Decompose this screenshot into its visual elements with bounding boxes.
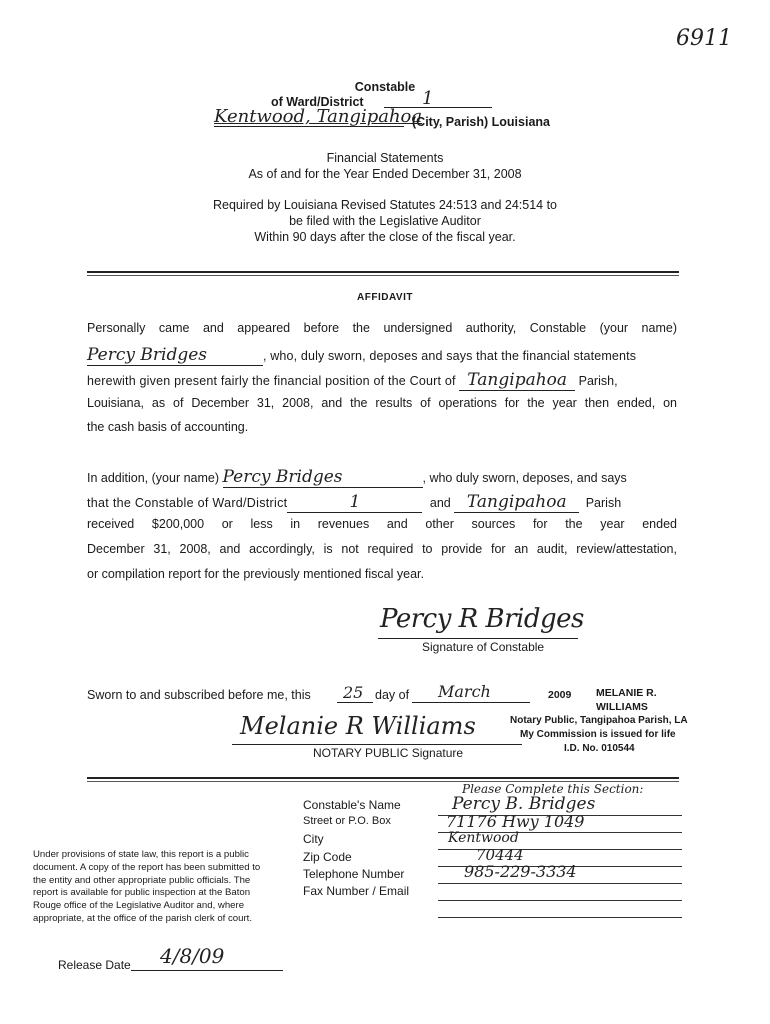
- p2-line1-pre: In addition, (your name): [87, 471, 220, 485]
- p2-name: Percy Bridges: [223, 467, 423, 488]
- p1-line3-pre: herewith given present fairly the financial position of the Court of: [87, 374, 456, 388]
- sworn-day: 25: [343, 683, 364, 702]
- p1-line3-post: Parish,: [578, 374, 618, 388]
- provisions-line: appropriate, at the office of the parish clerk of court.: [33, 912, 253, 924]
- notary-signature-line: [232, 744, 522, 745]
- value-zip: 70444: [476, 846, 524, 864]
- p1-line2-rest: , who, duly sworn, deposes and says that the financial statements: [263, 349, 637, 363]
- statement-line1: Financial Statements: [326, 151, 444, 165]
- fax-line: [438, 900, 682, 901]
- affidavit-p2-line4: December 31, 2008, and accordingly, is not required to provide for an audit, review/attestation,: [87, 542, 677, 556]
- extra-line: [438, 917, 682, 918]
- p2-line2-and: and: [429, 496, 451, 510]
- city-line: [438, 849, 682, 850]
- label-zip: Zip Code: [303, 850, 352, 864]
- provisions-line: document. A copy of the report has been submitted to: [33, 861, 261, 873]
- notary-signature: Melanie R Williams: [240, 712, 476, 740]
- p2-ward: 1: [287, 492, 422, 513]
- affidavit-p1-line4: Louisiana, as of December 31, 2008, and the results of operations for the year then ended, on: [87, 396, 677, 410]
- release-label: Release Date: [58, 958, 131, 972]
- contact-divider: [87, 777, 679, 779]
- sworn-day-line: [337, 702, 373, 703]
- header-divider-thin: [87, 275, 679, 276]
- constable-signature: Percy R Bridges: [380, 604, 584, 634]
- notary-signature-label: NOTARY PUBLIC Signature: [313, 746, 464, 760]
- provisions-line: Rouge office of the Legislative Auditor and, where: [33, 900, 245, 912]
- affidavit-p1-line5: the cash basis of accounting.: [87, 420, 249, 434]
- label-city: City: [303, 832, 324, 846]
- label-street: Street or P.O. Box: [303, 815, 391, 827]
- provisions-line: the entity and other appropriate public officials. The: [33, 874, 251, 886]
- affidavit-p1-line3: [87, 370, 677, 391]
- ward-value: 1: [422, 88, 434, 109]
- value-constable-name: Percy B. Bridges: [452, 794, 596, 814]
- p1-parish: Tangipahoa: [459, 370, 575, 391]
- required-line2: be filed with the Legislative Auditor: [289, 214, 481, 228]
- label-telephone: Telephone Number: [303, 867, 405, 881]
- affidavit-p2-line1: [87, 467, 677, 488]
- stamp-line4: I.D. No. 010544: [564, 743, 635, 754]
- value-city: Kentwood: [448, 830, 519, 846]
- location-suffix: (City, Parish) Louisiana: [412, 115, 550, 129]
- release-value: 4/8/09: [160, 944, 225, 968]
- label-constable-name: Constable's Name: [303, 798, 401, 812]
- affidavit-p2-line3: received $200,000 or less in revenues and other sources for the year ended: [87, 517, 677, 531]
- constable-signature-line: [378, 638, 578, 639]
- statement-line2: As of and for the Year Ended December 31, 2008: [248, 167, 522, 181]
- ward-label: of Ward/District: [271, 95, 364, 109]
- affidavit-heading: AFFIDAVIT: [357, 292, 413, 303]
- affidavit-p2-line5: or compilation report for the previously mentioned fiscal year.: [87, 567, 424, 581]
- affidavit-p1-line1: Personally came and appeared before the undersigned authority, Constable (your name): [87, 321, 677, 335]
- header-divider: [87, 271, 679, 273]
- p2-line2-post: Parish: [585, 496, 622, 510]
- p1-name: Percy Bridges: [87, 345, 263, 366]
- stamp-line3: My Commission is issued for life: [520, 729, 676, 740]
- affidavit-p2-line2: [87, 492, 677, 513]
- release-line: [131, 970, 283, 971]
- notary-stamp: [510, 686, 710, 756]
- required-line3: Within 90 days after the close of the fiscal year.: [254, 230, 516, 244]
- page-number: 6911: [676, 26, 732, 51]
- required-line1: Required by Louisiana Revised Statutes 24:513 and 24:514 to: [213, 198, 557, 212]
- provisions-line: Under provisions of state law, this report is a public: [33, 849, 249, 860]
- label-fax-email: Fax Number / Email: [303, 884, 410, 898]
- stamp-line2: Notary Public, Tangipahoa Parish, LA: [510, 715, 688, 726]
- contact-section-note: Please Complete this Section:: [462, 782, 644, 796]
- p2-line1-post: , who duly sworn, deposes, and says: [422, 471, 627, 485]
- sworn-day-label: day of: [375, 688, 410, 702]
- affidavit-p1-line2: [87, 345, 677, 366]
- p2-line2-pre: that the Constable of Ward/District: [87, 496, 288, 510]
- telephone-line: [438, 883, 682, 884]
- constable-signature-label: Signature of Constable: [422, 640, 545, 654]
- p2-parish: Tangipahoa: [454, 492, 579, 513]
- sworn-year: 2009: [548, 689, 572, 701]
- provisions-line: report is available for public inspection at the Baton: [33, 887, 251, 899]
- sworn-pre: Sworn to and subscribed before me, this: [87, 688, 311, 702]
- location-value: Kentwood, Tangipahoa: [214, 106, 423, 127]
- value-telephone: 985-229-3334: [464, 862, 577, 881]
- doc-title: Constable: [354, 80, 416, 94]
- stamp-line1: MELANIE R. WILLIAMS: [596, 687, 657, 713]
- provisions-notice: [33, 849, 301, 926]
- sworn-month: March: [438, 682, 491, 701]
- value-street: 71176 Hwy 1049: [446, 812, 585, 831]
